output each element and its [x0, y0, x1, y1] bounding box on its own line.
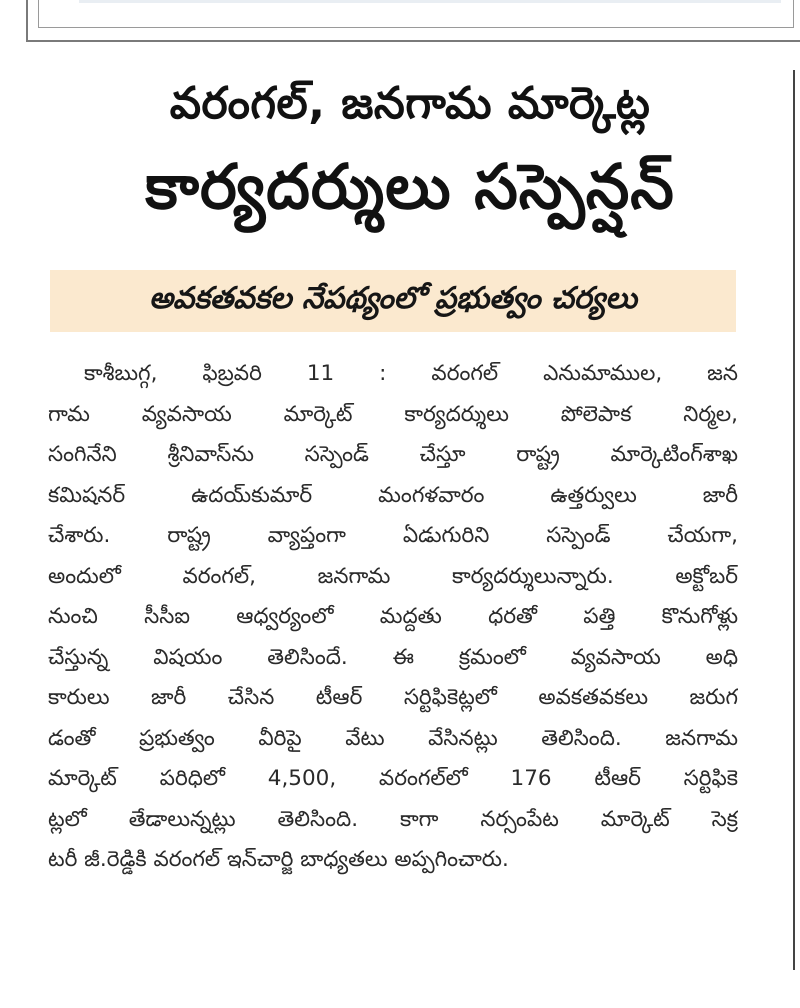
- article-line: చేశారు. రాష్ట్ర వ్యాప్తంగా ఏడుగురిని సస్పెండ్ చేయగా,: [48, 523, 738, 548]
- article-line: కాశీబుగ్గ, ఫిబ్రవరి 11 : వరంగల్ ఎనుమాముల, జన: [84, 361, 738, 386]
- subheadline: అవకతవకల నేపథ్యంలో ప్రభుత్వం చర్యలు: [148, 281, 638, 316]
- article-line: డంతో ప్రభుత్వం వీరిపై వేటు వేసినట్లు తెలిసింది. జనగామ: [48, 725, 738, 751]
- article-line: నుంచి సీసీఐ ఆధ్వర్యంలో మద్దతు ధరతో పత్తి కొనుగోళ్లు: [48, 604, 738, 629]
- headline-line-1: వరంగల్, జనగామ మార్కెట్ల: [169, 78, 651, 129]
- article-line: కారులు జారీ చేసిన టీఆర్ సర్టిఫికెట్లలో అవకతవకలు జరుగ: [48, 685, 738, 710]
- article-line: సంగినేని శ్రీనివాస్‌ను సస్పెండ్ చేస్తూ రాష్ట్ర మార్కెటింగ్‌శాఖ: [48, 442, 738, 467]
- top-frame: [26, 0, 800, 42]
- article-line: కమిషనర్ ఉదయ్‌కుమార్ మంగళవారం ఉత్తర్వులు జారీ: [48, 482, 738, 508]
- column-divider: [793, 70, 795, 970]
- article-line: ట్లలో తేడాలున్నట్లు తెలిసింది. కాగా నర్సంపేట మార్కెట్ సెక్ర: [48, 806, 738, 832]
- top-frame-strip: [79, 0, 781, 3]
- article-line: చేస్తున్న విషయం తెలిసిందే. ఈ క్రమంలో వ్యవసాయ అధి: [48, 644, 738, 670]
- article-body: [48, 354, 738, 881]
- article-line: మార్కెట్ పరిధిలో 4,500, వరంగల్‌లో 176 టీఆర్ సర్టిఫికె: [48, 766, 738, 791]
- article-line: అందులో వరంగల్, జనగామ కార్యదర్శులున్నారు. అక్టోబర్: [48, 563, 738, 589]
- subheadline-band: [50, 270, 736, 332]
- top-frame-inner: [38, 0, 794, 28]
- article-line: టరీ జీ.రెడ్డికి వరంగల్ ఇన్‌చార్జి బాధ్యతలు అప్పగించారు.: [48, 847, 509, 872]
- headline-line-2: కార్యదర్శులు సస్పెన్షన్: [145, 150, 675, 223]
- article-line: గామ వ్యవసాయ మార్కెట్ కార్యదర్శులు పోలెపాక నిర్మల,: [48, 401, 738, 427]
